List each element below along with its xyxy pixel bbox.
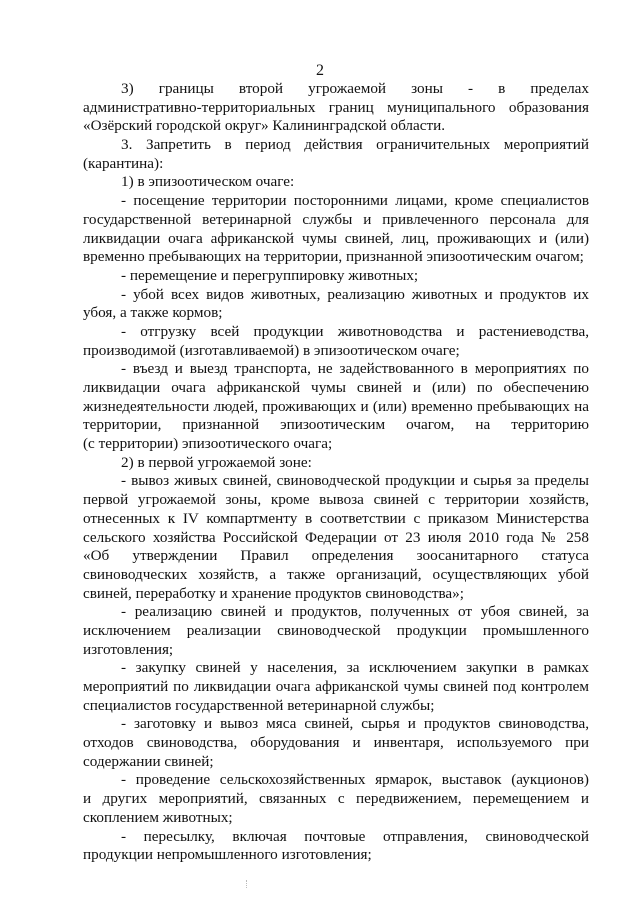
text-line: содержании свиней; bbox=[83, 752, 214, 770]
text-line: - перемещение и перегруппировку животных; bbox=[121, 266, 419, 284]
paragraph-zone-boundaries bbox=[83, 80, 589, 136]
list-item bbox=[83, 828, 589, 865]
scan-artifact bbox=[246, 880, 249, 888]
list-item bbox=[83, 603, 589, 659]
paragraph-prohibit-heading bbox=[83, 136, 589, 173]
text-line: (с территории) эпизоотического очага; bbox=[83, 435, 333, 453]
text-line: - убой всех видов животных, реализацию животных и продуктов их bbox=[121, 285, 589, 303]
text-line: административно-территориальных границ муниципального образования bbox=[83, 98, 589, 116]
text-line: 2) в первой угрожаемой зоне: bbox=[121, 453, 312, 471]
text-line: отходов свиноводства, оборудования и инвентаря, используемого при bbox=[83, 734, 589, 752]
page-number: 2 bbox=[316, 62, 324, 79]
text-line: 3) границы второй угрожаемой зоны - в пределах bbox=[121, 80, 589, 97]
list-item bbox=[83, 323, 589, 360]
list-item bbox=[83, 192, 589, 267]
text-line: свиней, переработку и хранение продуктов свиноводства»; bbox=[83, 584, 464, 602]
text-line: территории, признанной эпизоотическим очагом, на территорию bbox=[83, 416, 589, 434]
text-line: - посещение территории посторонними лицами, кроме специалистов bbox=[121, 192, 589, 210]
text-line: - проведение сельскохозяйственных ярмарок, выставок (аукционов) bbox=[121, 771, 589, 789]
text-line: первой угрожаемой зоны, кроме вывоза свиней с территории хозяйств, bbox=[83, 491, 589, 509]
text-line: исключением реализации свиноводческой продукции промышленного bbox=[83, 621, 589, 639]
text-line: - заготовку и вывоз мяса свиней, сырья и продуктов свиноводства, bbox=[121, 715, 589, 733]
subheading-first-threatened-zone bbox=[83, 454, 589, 473]
text-line: ликвидации очага африканской чумы свиней и (или) по обеспечению bbox=[83, 379, 589, 396]
list-item bbox=[83, 659, 589, 715]
text-line: сельского хозяйства Российской Федерации от 23 июля 2010 года № 258 bbox=[83, 528, 589, 546]
subheading-epizootic-focus bbox=[83, 173, 589, 192]
text-line: «Об утверждении Правил определения зоосанитарного статуса bbox=[83, 547, 589, 565]
text-line: свиноводческих хозяйств, а также организаций, осуществляющих убой bbox=[83, 565, 589, 583]
document-body bbox=[83, 80, 589, 865]
text-line: продукции непромышленного изготовления; bbox=[83, 846, 372, 864]
text-line: 3. Запретить в период действия ограничительных мероприятий bbox=[121, 136, 589, 154]
text-line: - въезд и выезд транспорта, не задействованного в мероприятиях по bbox=[121, 360, 589, 378]
text-line: (карантина): bbox=[83, 154, 164, 172]
list-item bbox=[83, 360, 589, 453]
list-item bbox=[83, 715, 589, 771]
text-line: мероприятий по ликвидации очага африканской чумы свиней под контролем bbox=[83, 678, 589, 695]
text-line: 1) в эпизоотическом очаге: bbox=[121, 173, 295, 191]
list-item bbox=[83, 267, 589, 286]
text-line: скоплением животных; bbox=[83, 808, 233, 826]
text-line: - реализацию свиней и продуктов, полученных от убоя свиней, за bbox=[121, 603, 589, 621]
text-line: государственной ветеринарной службы и привлеченного персонала для bbox=[83, 210, 589, 228]
text-line: отнесенных к IV компартменту в соответствии с приказом Министерства bbox=[83, 509, 589, 527]
text-line: ликвидации очага африканской чумы свиней, лиц, проживающих и (или) bbox=[83, 229, 589, 247]
text-line: производимой (изготавливаемой) в эпизоотическом очаге; bbox=[83, 341, 460, 359]
text-line: убоя, а также кормов; bbox=[83, 304, 223, 322]
text-line: временно пребывающих на территории, признанной эпизоотическим очагом; bbox=[83, 248, 584, 266]
text-line: изготовления; bbox=[83, 640, 174, 658]
text-line: специалистов государственной ветеринарной службы; bbox=[83, 696, 435, 714]
list-item bbox=[83, 286, 589, 323]
text-line: - отгрузку всей продукции животноводства и растениеводства, bbox=[121, 322, 589, 340]
list-item bbox=[83, 771, 589, 827]
text-line: - вывоз живых свиней, свиноводческой продукции и сырья за пределы bbox=[121, 472, 589, 490]
text-line: жизнедеятельности людей, проживающих и (или) временно пребывающих на bbox=[83, 397, 589, 415]
list-item bbox=[83, 472, 589, 603]
text-line: - закупку свиней у населения, за исключением закупки в рамках bbox=[121, 659, 589, 677]
text-line: «Озёрский городской округ» Калининградской области. bbox=[83, 117, 446, 135]
text-line: и других мероприятий, связанных с передвижением, перемещением и bbox=[83, 790, 589, 808]
text-line: - пересылку, включая почтовые отправления, свиноводческой bbox=[121, 827, 589, 845]
